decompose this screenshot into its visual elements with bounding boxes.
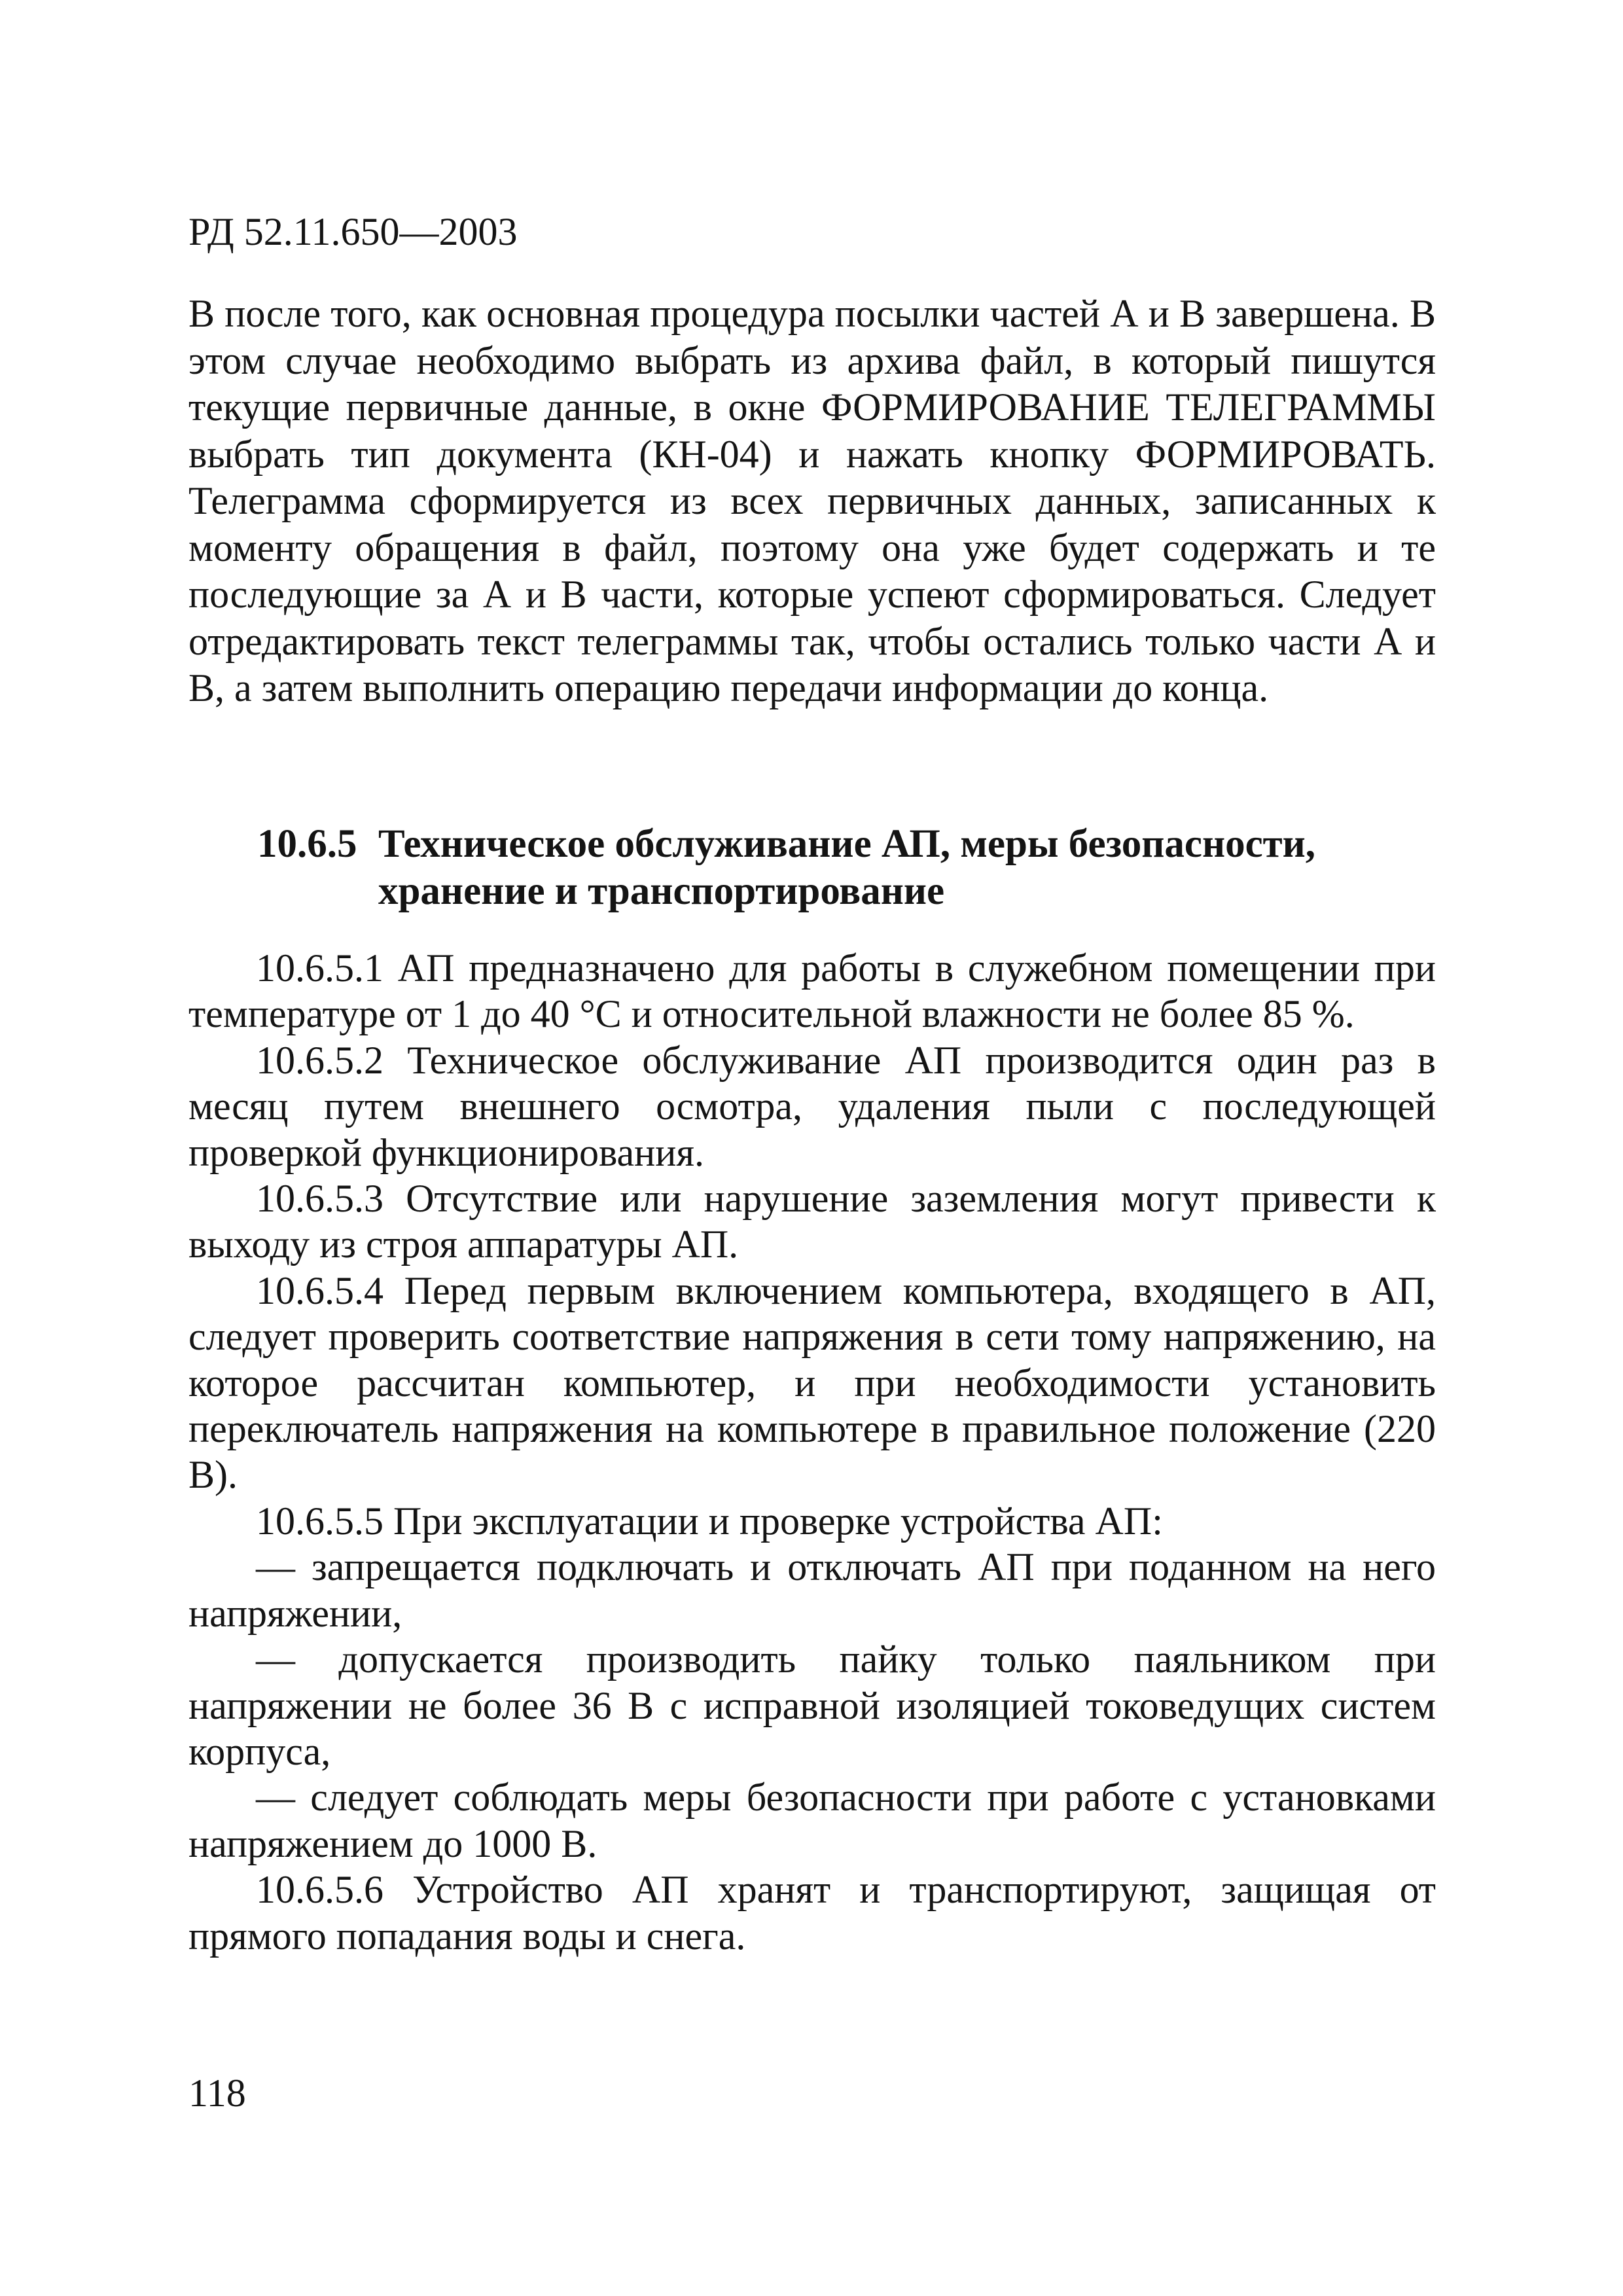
page-number: 118 [188,2072,246,2115]
paragraph-10-6-5-6: 10.6.5.6 Устройство АП хранят и транспортируют, защищая от прямого попадания воды и снега. [188,1868,1436,1958]
section-title-line-1: Техническое обслуживание АП, меры безопасности, [378,822,1316,866]
section-title-line-2: хранение и транспортирование [378,869,945,913]
paragraph-10-6-5-4: 10.6.5.4 Перед первым включением компьютера, входящего в АП, следует проверить соответствие напряжения в сети тому напряжению, на которое рассчитан компьютер, и при необходимости установить переключатель напряжения на компьютере в правильное положение (220 В). [188,1268,1436,1497]
section-body [188,945,1436,1959]
paragraph-10-6-5-2: 10.6.5.2 Техническое обслуживание АП производится один раз в месяц путем внешнего осмотра, удаления пыли с последующей проверкой функционирования. [188,1038,1436,1174]
intro-paragraph-block [188,291,1436,712]
intro-paragraph: В после того, как основная процедура посылки частей А и В завершена. В этом случае необходимо выбрать из архива файл, в который пишутся текущие первичные данные, в окне ФОРМИРОВАНИЕ ТЕЛЕГРАММЫ выбрать тип документа (КН-04) и нажать кнопку ФОРМИРОВАТЬ. Телеграмма сформируется из всех первичных данных, записанных к моменту обращения в файл, поэтому она уже будет содержать и те последующие за А и В части, которые успеют сформироваться. Следует отредактировать текст телеграммы так, чтобы остались только части А и В, а затем выполнить операцию передачи информации до конца. [188,292,1436,709]
list-item-dash: — запрещается подключать и отключать АП при поданном на него напряжении, [188,1545,1436,1635]
paragraph-10-6-5-1: 10.6.5.1 АП предназначено для работы в служебном помещении при температуре от 1 до 40 °С и относительной влажности не более 85 %. [188,946,1436,1036]
section-heading [257,821,1422,915]
section-number: 10.6.5 [257,822,357,866]
document-header: РД 52.11.650—2003 [188,210,518,253]
paragraph-10-6-5-3: 10.6.5.3 Отсутствие или нарушение заземления могут привести к выходу из строя аппаратуры АП. [188,1177,1436,1266]
list-item-dash: — следует соблюдать меры безопасности при работе с установками напряжением до 1000 В. [188,1776,1436,1865]
list-item-dash: — допускается производить пайку только паяльником при напряжении не более 36 В с исправной изоляцией токоведущих систем корпуса, [188,1638,1436,1773]
paragraph-10-6-5-5: 10.6.5.5 При эксплуатации и проверке устройства АП: [256,1499,1163,1543]
